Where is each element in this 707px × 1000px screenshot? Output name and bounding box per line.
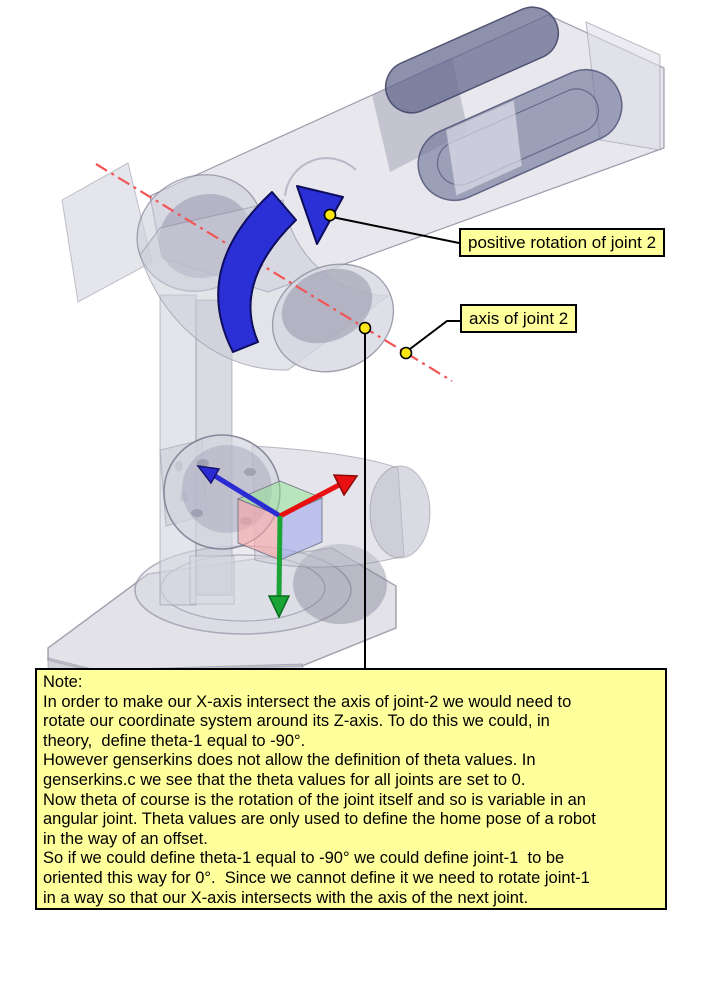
note-line: oriented this way for 0°. Since we cannot define it we need to rotate joint-1: [43, 868, 590, 887]
note-line: in the way of an offset.: [43, 829, 208, 848]
note-line: So if we could define theta-1 equal to -90° we could define joint-1 to be: [43, 849, 565, 868]
note-line: rotate our coordinate system around its Z-axis. To do this we could, in: [43, 712, 550, 731]
leader-axis-of-joint-2: [406, 321, 460, 352]
z-axis-arrow: [279, 516, 280, 598]
callout-axis-of-joint-2-label: axis of joint 2: [460, 304, 577, 333]
marker-dot-rotation: [325, 210, 336, 221]
marker-dot-axis-1: [360, 323, 371, 334]
note-box: [35, 668, 667, 910]
note-title: Note:: [43, 673, 83, 691]
note-line: theory, define theta-1 equal to -90°.: [43, 731, 306, 750]
note-line: angular joint. Theta values are only used to define the home pose of a robot: [43, 810, 596, 829]
note-line: genserkins.c we see that the theta values for all joints are set to 0.: [43, 770, 526, 789]
marker-dot-axis-2: [401, 348, 412, 359]
callout-positive-rotation-label: positive rotation of joint 2: [459, 228, 665, 257]
note-line: Now theta of course is the rotation of the joint itself and so is variable in an: [43, 790, 586, 809]
note-line: in a way so that our X-axis intersects with the axis of the next joint.: [43, 888, 529, 907]
note-line: However genserkins does not allow the definition of theta values. In: [43, 751, 536, 770]
note-line: In order to make our X-axis intersect the axis of joint-2 we would need to: [43, 692, 572, 711]
